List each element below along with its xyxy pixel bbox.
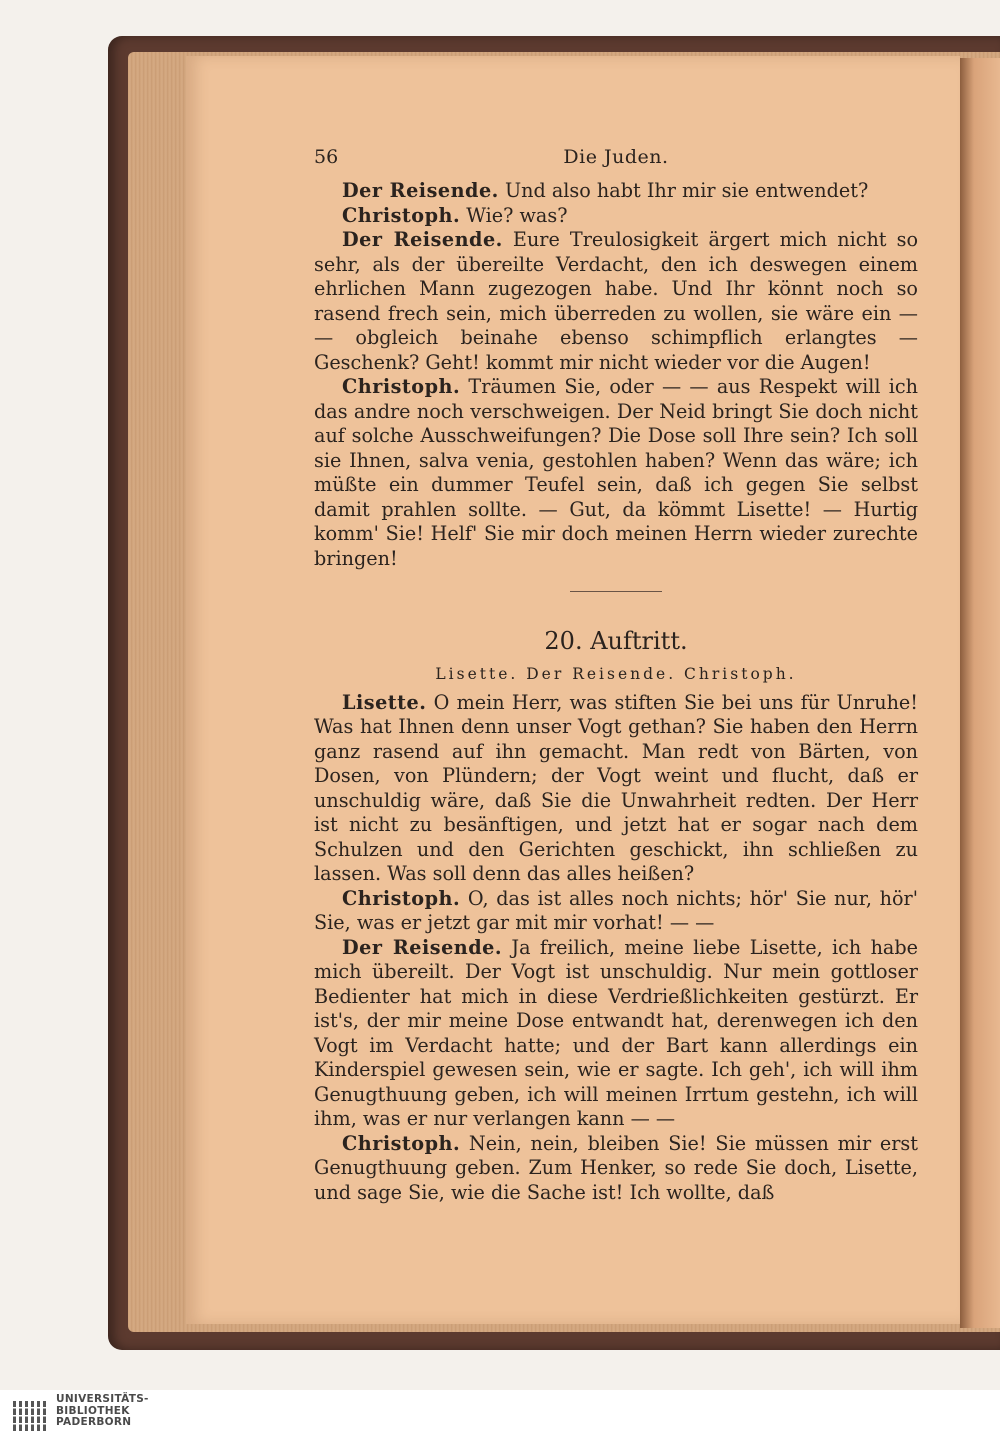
speech-text: Wie? was? <box>460 203 568 227</box>
paragraph <box>314 375 918 571</box>
speaker-name: Lisette. <box>342 690 427 714</box>
paragraph <box>314 179 918 204</box>
library-footer <box>0 1390 1000 1443</box>
page-content <box>314 145 918 1205</box>
speaker-name: Christoph. <box>342 886 461 910</box>
paragraph <box>314 936 918 1132</box>
speaker-name: Christoph. <box>342 375 461 398</box>
page-number: 56 <box>314 146 339 168</box>
paragraph <box>314 228 918 375</box>
facing-page-edge <box>960 58 1000 1328</box>
library-name-line: UNIVERSITÄTS- <box>56 1393 149 1405</box>
paragraph <box>314 887 918 936</box>
paragraph <box>314 204 918 229</box>
section-divider <box>570 591 662 592</box>
speech-text: O mein Herr, was stiften Sie bei uns für Unruhe! Was hat Ihnen denn unser Vogt gethan? Sie haben den Herrn ganz rasend auf ihn gemacht. Man redt von Bärten, von Dosen, von Plündern; der Vogt weint und flucht, daß er unschuldig wäre, daß Sie die Unwahrheit redten. Der Herr ist nicht zu besänftigen, und jetzt hat er sogar nach dem Schulzen und den Gerichten geschickt, ihn schließen zu lassen. Was soll denn das alles heißen? <box>314 690 918 885</box>
library-logo-icon <box>8 1393 54 1437</box>
speaker-name: Christoph. <box>342 1131 461 1155</box>
speech-text: O, das ist alles noch nichts; hör' Sie nur, hör' Sie, was er jetzt gar mit mir vorhat! — — <box>314 886 918 934</box>
library-name <box>56 1394 149 1429</box>
paragraph <box>314 1132 918 1206</box>
scene-title: 20. Auftritt. <box>544 627 688 655</box>
speaker-name: Der Reisende. <box>342 228 503 251</box>
speech-text: Eure Treulosigkeit ärgert mich nicht so sehr, als der übereilte Verdacht, den ich deswegen einem ehrlichen Mann zugezogen habe. Und Ihr könnt noch so rasend frech sein, mich überreden zu wollen, sie wäre ein — — obgleich beinahe ebenso schimpflich erlangtes — Geschenk? Geht! kommt mir nicht wieder vor die Augen! <box>314 228 919 374</box>
speech-text: Ja freilich, meine liebe Lisette, ich habe mich übereilt. Der Vogt ist unschuldig. Nur mein gottloser Bedienter hat mich in diese Verdrießlichkeiten gestürzt. Er ist's, der mir meine Dose entwandt hat, derenwegen ich den Vogt im Verdacht hatte; und der Bart kann allerdings ein Kinderspiel gewesen sein, wie er sagte. Ich geh', ich will ihm Genugthuung geben, ich will meinen Irrtum gestehn, ich will ihm, was er nur verlangen kann — — <box>314 935 918 1130</box>
library-name-line: BIBLIOTHEK <box>56 1404 130 1417</box>
speaker-name: Der Reisende. <box>342 179 499 202</box>
running-head <box>314 145 918 179</box>
paragraph <box>314 691 918 887</box>
speaker-name: Der Reisende. <box>342 935 503 959</box>
library-name-line: PADERBORN <box>56 1416 132 1428</box>
speech-text: Träumen Sie, oder — — aus Respekt will ich das andre noch verschweigen. Der Neid bringt Sie doch nicht auf solche Ausschweifungen? Die Dose soll Ihre sein? Ich soll sie Ihnen, salva venia, gestohlen haben? Wenn das wäre; ich müßte ein dummer Teufel sein, daß ich gegen Sie selbst damit prahlen sollte. — Gut, da kömmt Lisette! — Hurtig komm' Sie! Helf' Sie mir doch meinen Herrn wieder zurechte bringen! <box>314 375 918 570</box>
speaker-name: Christoph. <box>342 203 461 227</box>
speech-text: Und also habt Ihr mir sie entwendet? <box>498 179 869 202</box>
running-title: Die Juden. <box>563 146 669 168</box>
speech-text: Nein, nein, bleiben Sie! Sie müssen mir erst Genugthuung geben. Zum Henker, so rede Sie doch, Lisette, und sage Sie, wie die Sache ist! Ich wollte, daß <box>314 1131 918 1204</box>
cast-list: Lisette. Der Reisende. Christoph. <box>435 665 797 683</box>
